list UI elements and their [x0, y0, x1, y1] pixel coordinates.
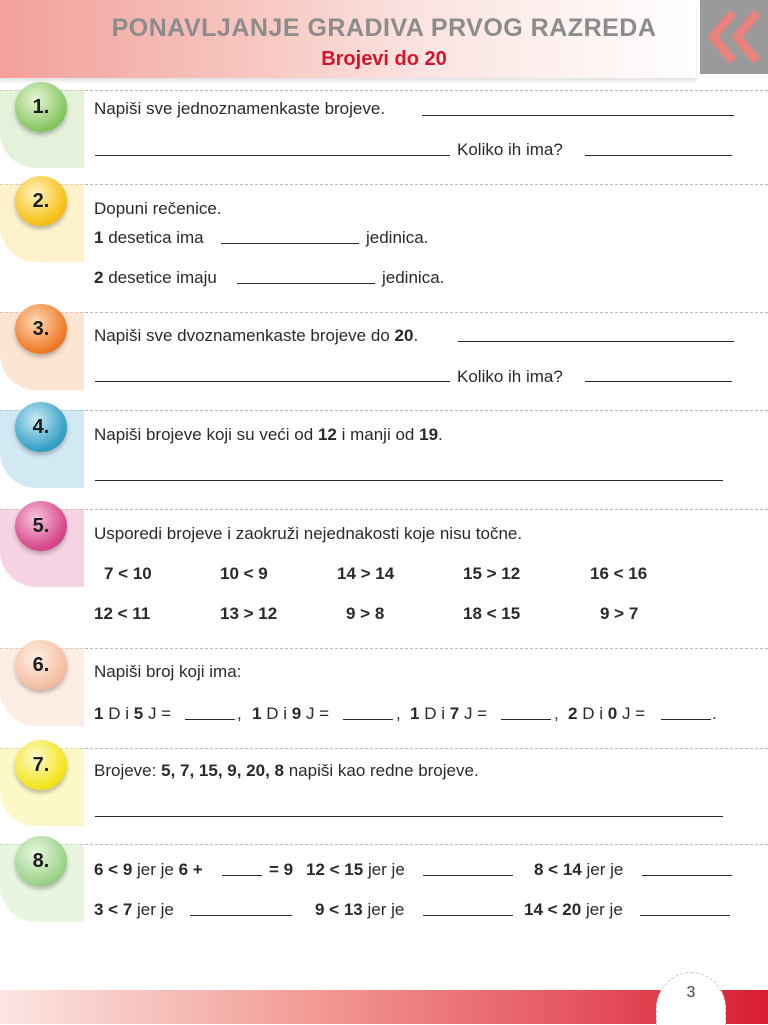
answer-line[interactable]: [95, 816, 723, 817]
inequality[interactable]: 16 < 16: [590, 564, 648, 583]
inequality[interactable]: 7 < 10: [104, 564, 152, 583]
sentence-end: jedinica.: [382, 268, 445, 287]
page-subtitle: Brojevi do 20: [321, 48, 447, 70]
task-instruction: Napiši broj koji ima:: [94, 662, 242, 681]
task-instruction: Dopuni rečenice.: [94, 199, 222, 218]
equation-result: = 9: [269, 860, 294, 879]
footer-band: [0, 990, 768, 1024]
answer-line[interactable]: [190, 915, 292, 916]
inequality[interactable]: 10 < 9: [220, 564, 268, 583]
tens-units-item: 1 D i 9 J =: [252, 704, 330, 723]
section-divider: [0, 410, 768, 411]
task-number-badge: 7.: [15, 740, 67, 790]
task-number-badge: 2.: [15, 176, 67, 226]
reasoning-item: 6 < 9 jer je 6 +: [94, 860, 203, 879]
inequality[interactable]: 15 > 12: [463, 564, 521, 583]
answer-line[interactable]: [95, 480, 723, 481]
separator: .: [712, 704, 717, 723]
section-divider: [0, 312, 768, 313]
question-label: Koliko ih ima?: [457, 140, 563, 159]
reasoning-item: 9 < 13 jer je: [315, 900, 405, 919]
tens-units-item: 1 D i 7 J =: [410, 704, 488, 723]
answer-line[interactable]: [585, 155, 732, 156]
inequality[interactable]: 9 > 8: [346, 604, 385, 623]
answer-line[interactable]: [95, 155, 450, 156]
inequality[interactable]: 14 > 14: [337, 564, 395, 583]
question-label: Koliko ih ima?: [457, 367, 563, 386]
task-instruction: Napiši sve jednoznamenkaste brojeve.: [94, 99, 386, 118]
answer-line[interactable]: [458, 341, 734, 342]
section-divider: [0, 648, 768, 649]
task-number-badge: 3.: [15, 304, 67, 354]
double-chevron-left-icon: [705, 9, 765, 65]
section-divider: [0, 509, 768, 510]
answer-line[interactable]: [185, 719, 235, 720]
task-number-badge: 6.: [15, 640, 67, 690]
inequality[interactable]: 18 < 15: [463, 604, 521, 623]
section-divider: [0, 90, 768, 91]
answer-line[interactable]: [661, 719, 711, 720]
task-number-badge: 8.: [15, 836, 67, 886]
inequality[interactable]: 12 < 11: [94, 604, 151, 623]
section-divider: [0, 184, 768, 185]
task-number-badge: 5.: [15, 501, 67, 551]
tens-units-item: 1 D i 5 J =: [94, 704, 172, 723]
task-instruction: Napiši sve dvoznamenkaste brojeve do 20.: [94, 326, 419, 345]
task-instruction: Napiši brojeve koji su veći od 12 i manji od 19.: [94, 425, 443, 444]
separator: ,: [554, 704, 559, 723]
page-number: 3: [656, 972, 726, 1025]
answer-line[interactable]: [640, 915, 730, 916]
answer-line[interactable]: [95, 381, 450, 382]
answer-line[interactable]: [423, 915, 513, 916]
task-instruction: Usporedi brojeve i zaokruži nejednakosti koje nisu točne.: [94, 524, 523, 543]
inequality[interactable]: 9 > 7: [600, 604, 639, 623]
sentence-row: 1 desetica ima: [94, 228, 204, 247]
answer-line[interactable]: [343, 719, 393, 720]
answer-line[interactable]: [642, 875, 732, 876]
sentence-end: jedinica.: [366, 228, 429, 247]
answer-line[interactable]: [221, 243, 359, 244]
task-instruction: Brojeve: 5, 7, 15, 9, 20, 8 napiši kao redne brojeve.: [94, 761, 479, 780]
answer-line[interactable]: [237, 283, 375, 284]
section-divider: [0, 748, 768, 749]
separator: ,: [237, 704, 242, 723]
reasoning-item: 8 < 14 jer je: [534, 860, 624, 879]
task-number-badge: 4.: [15, 402, 67, 452]
answer-line[interactable]: [222, 875, 262, 876]
separator: ,: [396, 704, 401, 723]
section-divider: [0, 844, 768, 845]
inequality[interactable]: 13 > 12: [220, 604, 278, 623]
answer-line[interactable]: [423, 875, 513, 876]
reasoning-item: 3 < 7 jer je: [94, 900, 174, 919]
answer-line[interactable]: [422, 115, 734, 116]
back-button[interactable]: [698, 0, 768, 74]
task-number-badge: 1.: [15, 82, 67, 132]
reasoning-item: 14 < 20 jer je: [524, 900, 623, 919]
answer-line[interactable]: [501, 719, 551, 720]
tens-units-item: 2 D i 0 J =: [568, 704, 646, 723]
sentence-row: 2 desetice imaju: [94, 268, 217, 287]
answer-line[interactable]: [585, 381, 732, 382]
reasoning-item: 12 < 15 jer je: [306, 860, 405, 879]
page-title: PONAVLJANJE GRADIVA PRVOG RAZREDA: [111, 14, 657, 42]
